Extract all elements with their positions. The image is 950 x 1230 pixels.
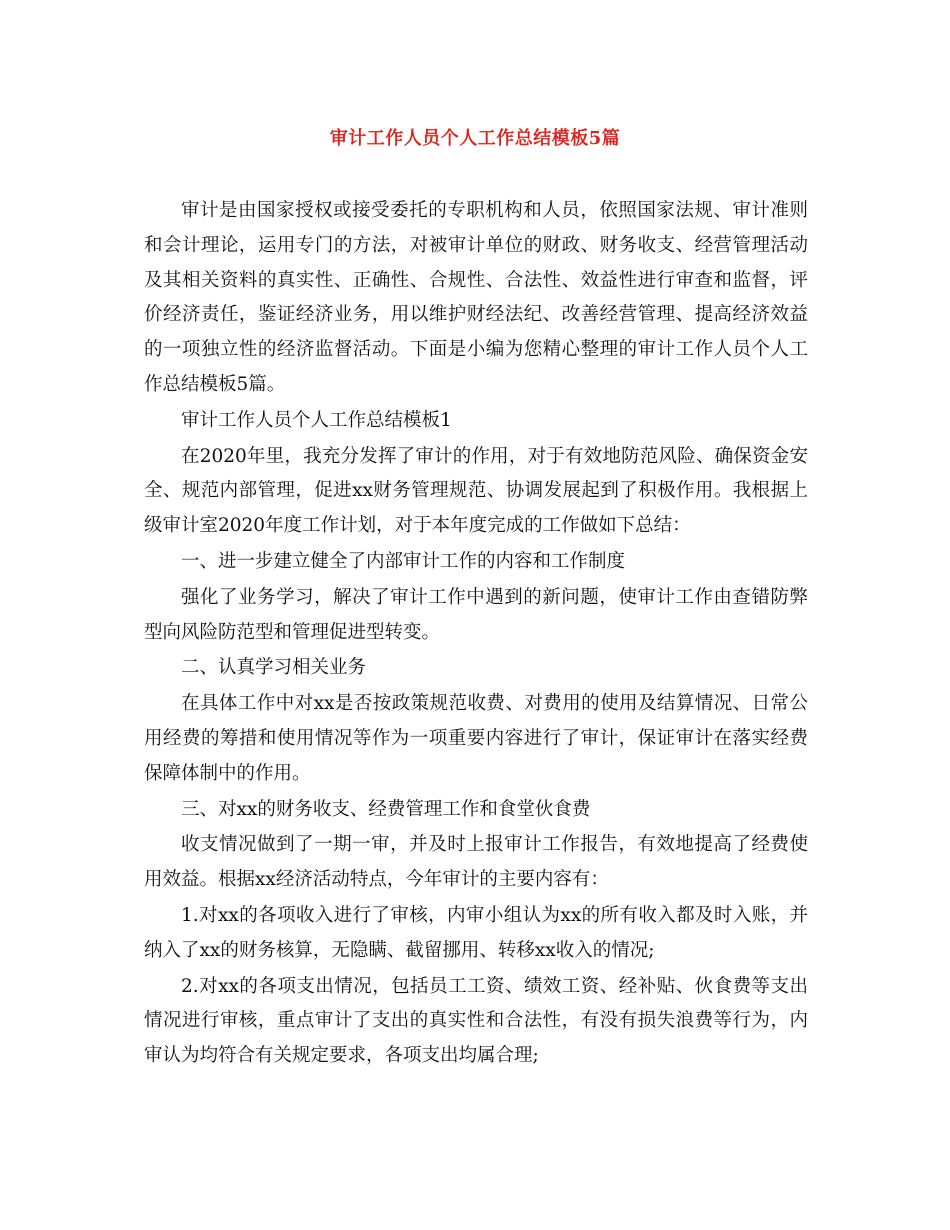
section-heading: 二、认真学习相关业务 <box>181 657 367 679</box>
section-heading: 一、进一步建立健全了内部审计工作的内容和工作制度 <box>181 550 626 572</box>
section-heading-template-1: 审计工作人员个人工作总结模板1 <box>181 409 452 431</box>
paragraph-intro: 审计是由国家授权或接受委托的专职机构和人员，依照国家法规、审计准则和会计理论，运用专门的方法，对被审计单位的财政、财务收支、经营管理活动及其相关资料的真实性、正确性、合规性、合法性、效益性进行审查和监督，评价经济责任，鉴证经济业务，用以维护财经法纪、改善经营管理、提高经济效益的一项独立性的经济监督活动。下面是小编为您精心整理的审计工作人员个人工作总结模板5篇。 <box>144 200 808 395</box>
list-item: 2.对xx的各项支出情况，包括员工工资、绩效工资、经补贴、伙食费等支出情况进行审核，重点审计了支出的真实性和合法性，有没有损失浪费等行为，内审认为均符合有关规定要求，各项支出均属合理; <box>144 975 808 1067</box>
section-heading: 三、对xx的财务收支、经费管理工作和食堂伙食费 <box>181 798 591 820</box>
paragraph: 在具体工作中对xx是否按政策规范收费、对费用的使用及结算情况、日常公用经费的筹措和使用情况等作为一项重要内容进行了审计，保证审计在落实经费保障体制中的作用。 <box>144 693 808 784</box>
paragraph: 强化了业务学习，解决了审计工作中遇到的新问题，使审计工作由查错防弊型向风险防范型和管理促进型转变。 <box>144 586 808 643</box>
paragraph: 收支情况做到了一期一审，并及时上报审计工作报告，有效地提高了经费使用效益。根据xx经济活动特点，今年审计的主要内容有： <box>144 834 808 891</box>
list-item: 1.对xx的各项收入进行了审核，内审小组认为xx的所有收入都及时入账，并纳入了xx的财务核算，无隐瞒、截留挪用、转移xx收入的情况; <box>144 904 808 961</box>
document-title: 审计工作人员个人工作总结模板5篇 <box>329 128 621 149</box>
paragraph: 在2020年里，我充分发挥了审计的作用，对于有效地防范风险、确保资金安全、规范内部管理，促进xx财务管理规范、协调发展起到了积极作用。我根据上级审计室2020年度工作计划，对于本年度完成的工作做如下总结： <box>144 445 808 537</box>
document-body <box>144 194 808 1075</box>
